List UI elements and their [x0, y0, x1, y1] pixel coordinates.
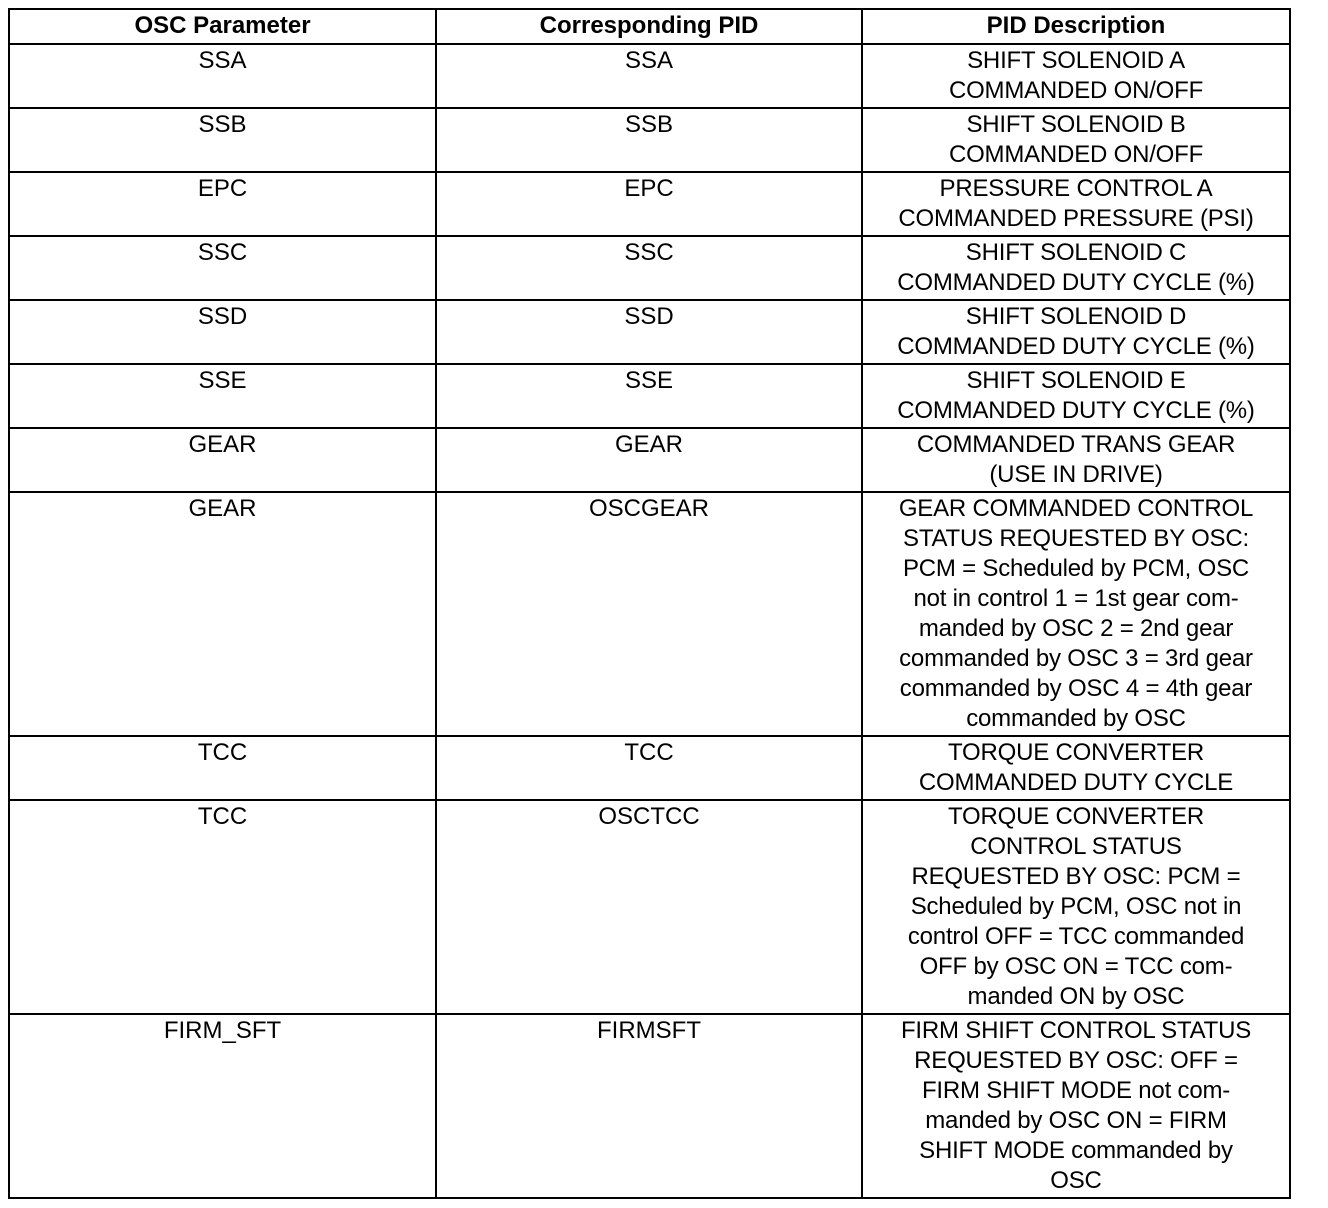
header-pid-description: PID Description — [862, 9, 1290, 44]
description-line: commanded by OSC 3 = 3rd gear — [899, 645, 1253, 672]
description-line: not in control 1 = 1st gear com- — [913, 585, 1239, 612]
table-row — [9, 1014, 1290, 1198]
osc-parameter-cell: SSC — [9, 236, 436, 300]
pid-description-cell — [862, 44, 1290, 108]
description-line: SHIFT SOLENOID A — [967, 47, 1185, 74]
osc-parameter-table — [8, 8, 1291, 1199]
corresponding-pid-cell: OSCGEAR — [436, 492, 862, 736]
corresponding-pid-cell: OSCTCC — [436, 800, 862, 1014]
description-line: COMMANDED DUTY CYCLE — [918, 769, 1234, 796]
corresponding-pid-cell: FIRMSFT — [436, 1014, 862, 1198]
osc-parameter-cell: TCC — [9, 736, 436, 800]
description-line: commanded by OSC 4 = 4th gear — [899, 675, 1253, 702]
description-line: PRESSURE CONTROL A — [939, 175, 1213, 202]
table-row — [9, 44, 1290, 108]
pid-description-cell — [862, 800, 1290, 1014]
header-osc-parameter: OSC Parameter — [9, 9, 436, 44]
description-line: Scheduled by PCM, OSC not in — [910, 893, 1242, 920]
description-line: SHIFT SOLENOID C — [965, 239, 1187, 266]
description-line: SHIFT MODE commanded by — [919, 1137, 1233, 1164]
description-line: COMMANDED DUTY CYCLE (%) — [897, 269, 1255, 296]
pid-description-cell — [862, 428, 1290, 492]
osc-parameter-cell: GEAR — [9, 428, 436, 492]
description-line: COMMANDED DUTY CYCLE (%) — [897, 397, 1255, 424]
osc-parameter-cell: SSD — [9, 300, 436, 364]
corresponding-pid-cell: SSB — [436, 108, 862, 172]
description-line: COMMANDED DUTY CYCLE (%) — [897, 333, 1255, 360]
table-row — [9, 736, 1290, 800]
description-line: control OFF = TCC commanded — [907, 923, 1245, 950]
pid-description-cell — [862, 736, 1290, 800]
description-line: manded by OSC 2 = 2nd gear — [918, 615, 1234, 642]
description-line: SHIFT SOLENOID B — [966, 111, 1186, 138]
pid-description-cell — [862, 492, 1290, 736]
corresponding-pid-cell: SSD — [436, 300, 862, 364]
header-row — [9, 9, 1290, 44]
table-row — [9, 364, 1290, 428]
osc-parameter-cell: FIRM_SFT — [9, 1014, 436, 1198]
description-line: commanded by OSC — [966, 705, 1186, 732]
corresponding-pid-cell: SSE — [436, 364, 862, 428]
table-row — [9, 300, 1290, 364]
table-row — [9, 236, 1290, 300]
corresponding-pid-cell: TCC — [436, 736, 862, 800]
osc-parameter-cell: GEAR — [9, 492, 436, 736]
pid-description-cell — [862, 236, 1290, 300]
osc-parameter-cell: TCC — [9, 800, 436, 1014]
description-line: TORQUE CONVERTER — [948, 739, 1204, 766]
table-row — [9, 172, 1290, 236]
table-header — [9, 9, 1290, 44]
description-line: FIRM SHIFT MODE not com- — [921, 1077, 1231, 1104]
pid-description-cell — [862, 108, 1290, 172]
description-line: OFF by OSC ON = TCC com- — [919, 953, 1233, 980]
pid-description-cell — [862, 172, 1290, 236]
osc-parameter-cell: SSE — [9, 364, 436, 428]
description-line: COMMANDED ON/OFF — [948, 77, 1204, 104]
description-line: COMMANDED ON/OFF — [948, 141, 1204, 168]
table-row — [9, 108, 1290, 172]
description-line: STATUS REQUESTED BY OSC: — [903, 525, 1249, 552]
description-line: PCM = Scheduled by PCM, OSC — [902, 555, 1250, 582]
osc-parameter-cell: SSA — [9, 44, 436, 108]
description-line: manded by OSC ON = FIRM — [925, 1107, 1227, 1134]
description-line: FIRM SHIFT CONTROL STATUS — [900, 1017, 1252, 1044]
description-line: REQUESTED BY OSC: PCM = — [911, 863, 1241, 890]
description-line: TORQUE CONVERTER — [948, 803, 1204, 830]
description-line: SHIFT SOLENOID E — [966, 367, 1186, 394]
table-row — [9, 800, 1290, 1014]
description-line: SHIFT SOLENOID D — [965, 303, 1187, 330]
osc-parameter-cell: SSB — [9, 108, 436, 172]
header-corresponding-pid: Corresponding PID — [436, 9, 862, 44]
osc-parameter-cell: EPC — [9, 172, 436, 236]
description-line: OSC — [1050, 1167, 1102, 1194]
pid-description-cell — [862, 300, 1290, 364]
pid-description-cell — [862, 1014, 1290, 1198]
description-line: COMMANDED TRANS GEAR — [916, 431, 1236, 458]
description-line: COMMANDED PRESSURE (PSI) — [898, 205, 1254, 232]
table-row — [9, 492, 1290, 736]
description-line: CONTROL STATUS — [970, 833, 1182, 860]
corresponding-pid-cell: SSA — [436, 44, 862, 108]
pid-description-cell — [862, 364, 1290, 428]
table-body — [9, 44, 1290, 1198]
corresponding-pid-cell: SSC — [436, 236, 862, 300]
description-line: GEAR COMMANDED CONTROL — [898, 495, 1254, 522]
description-line: (USE IN DRIVE) — [989, 461, 1163, 488]
description-line: REQUESTED BY OSC: OFF = — [914, 1047, 1238, 1074]
corresponding-pid-cell: EPC — [436, 172, 862, 236]
description-line: manded ON by OSC — [967, 983, 1185, 1010]
corresponding-pid-cell: GEAR — [436, 428, 862, 492]
table-row — [9, 428, 1290, 492]
